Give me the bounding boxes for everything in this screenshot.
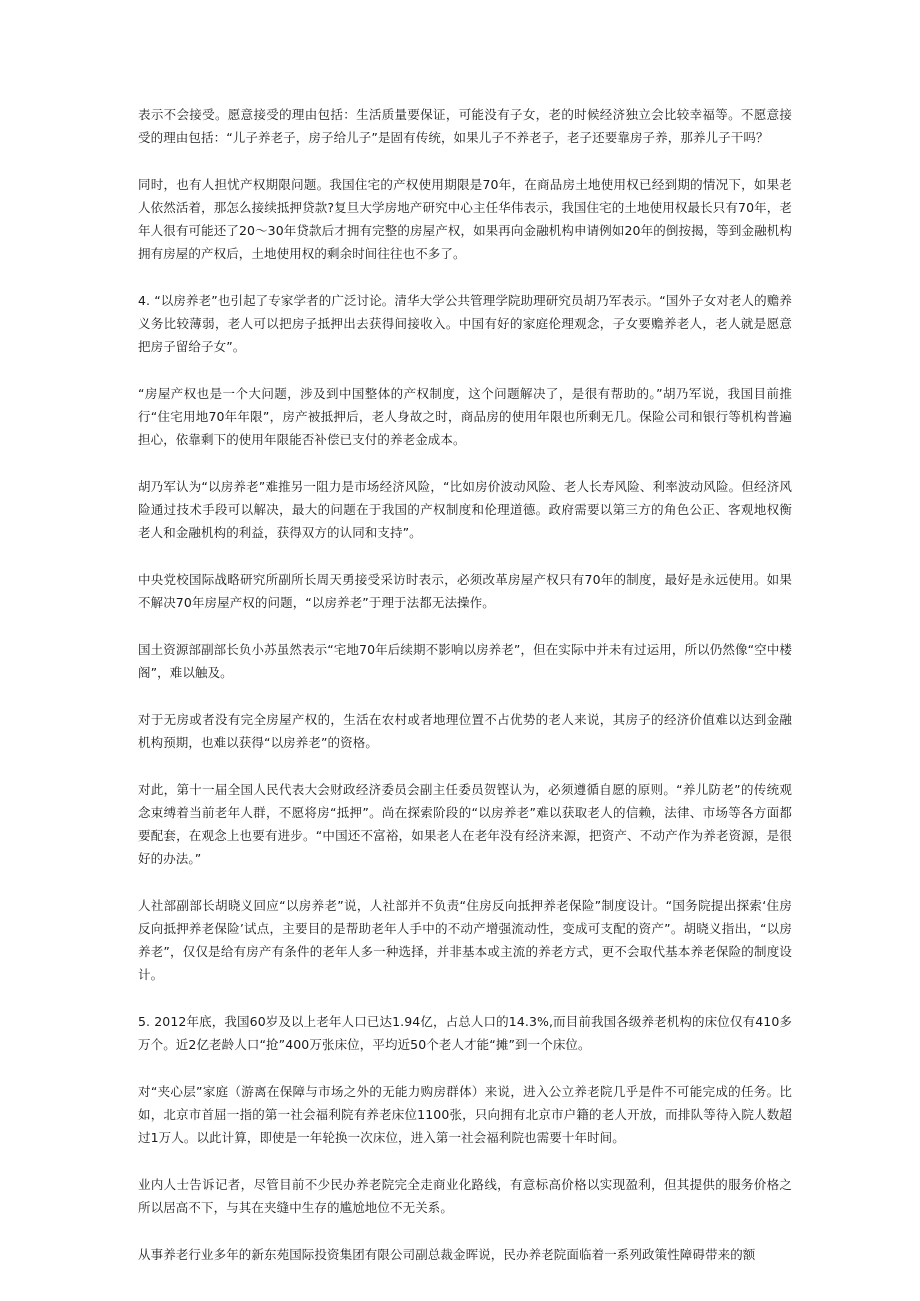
paragraph-14: 从事养老行业多年的新东苑国际投资集团有限公司副总裁金晖说，民办养老院面临着一系列政策性障碍带来的额 (138, 1247, 756, 1262)
paragraph-3: 4. “以房养老”也引起了专家学者的广泛讨论。清华大学公共管理学院助理研究员胡乃军表示。“国外子女对老人的赡养义务比较薄弱，老人可以把房子抵押出去获得间接收入。中国有好的家庭伦理观念，子女要赡养老人，老人就是愿意把房子留给子女”。 (138, 293, 792, 354)
paragraph-8: 对于无房或者没有完全房屋产权的，生活在农村或者地理位置不占优势的老人来说，其房子的经济价值难以达到金融机构预期，也难以获得“以房养老”的资格。 (138, 712, 792, 750)
paragraph-13: 业内人士告诉记者，尽管目前不少民办养老院完全走商业化路线，有意标高价格以实现盈利，但其提供的服务价格之所以居高不下，与其在夹缝中生存的尴尬地位不无关系。 (138, 1177, 792, 1215)
paragraph-4: “房屋产权也是一个大问题，涉及到中国整体的产权制度，这个问题解决了，是很有帮助的。”胡乃军说，我国目前推行“住宅用地70年年限”，房产被抵押后，老人身故之时，商品房的使用年限也所剩无几。保险公司和银行等机构普遍担心，依靠剩下的使用年限能否补偿已支付的养老金成本。 (138, 386, 792, 447)
paragraph-10: 人社部副部长胡晓义回应“以房养老”说，人社部并不负责“住房反向抵押养老保险”制度设计。“国务院提出探索‘住房反向抵押养老保险’试点，主要目的是帮助老年人手中的不动产增强流动性，变成可支配的资产”。胡晓义指出，“以房养老”，仅仅是给有房产有条件的老年人多一种选择，并非基本或主流的养老方式，更不会取代基本养老保险的制度设计。 (138, 898, 792, 982)
document-body (138, 103, 792, 1266)
paragraph-6: 中央党校国际战略研究所副所长周天勇接受采访时表示，必须改革房屋产权只有70年的制度，最好是永远使用。如果不解决70年房屋产权的问题，“以房养老”于理于法都无法操作。 (138, 572, 792, 610)
paragraph-2: 同时，也有人担忧产权期限问题。我国住宅的产权使用期限是70年，在商品房土地使用权已经到期的情况下，如果老人依然活着，那怎么接续抵押贷款?复旦大学房地产研究中心主任华伟表示，我国住宅的土地使用权最长只有70年，老年人很有可能还了20～30年贷款后才拥有完整的房屋产权，如果再向金融机构申请例如20年的倒按揭，等到金融机构拥有房屋的产权后，土地使用权的剩余时间往往也不多了。 (138, 177, 792, 261)
paragraph-11: 5. 2012年底，我国60岁及以上老年人口已达1.94亿，占总人口的14.3%,而目前我国各级养老机构的床位仅有410多万个。近2亿老龄人口“抢”400万张床位，平均近50个老人才能“摊”到一个床位。 (138, 1014, 792, 1052)
paragraph-9: 对此，第十一届全国人民代表大会财政经济委员会副主任委员贺铿认为，必须遵循自愿的原则。“养儿防老”的传统观念束缚着当前老年人群，不愿将房“抵押”。尚在探索阶段的“以房养老”难以获取老人的信赖，法律、市场等各方面都要配套，在观念上也要有进步。“中国还不富裕，如果老人在老年没有经济来源，把资产、不动产作为养老资源，是很好的办法。” (138, 782, 792, 866)
paragraph-5: 胡乃军认为“以房养老”难推另一阻力是市场经济风险，“比如房价波动风险、老人长寿风险、利率波动风险。但经济风险通过技术手段可以解决，最大的问题在于我国的产权制度和伦理道德。政府需要以第三方的角色公正、客观地权衡老人和金融机构的利益，获得双方的认同和支持”。 (138, 479, 792, 540)
paragraph-12: 对“夹心层”家庭（游离在保障与市场之外的无能力购房群体）来说，进入公立养老院几乎是件不可能完成的任务。比如，北京市首屈一指的第一社会福利院有养老床位1100张，只向拥有北京市户籍的老人开放，而排队等待入院人数超过1万人。以此计算，即使是一年轮换一次床位，进入第一社会福利院也需要十年时间。 (138, 1084, 792, 1145)
paragraph-7: 国土资源部副部长负小苏虽然表示“宅地70年后续期不影响以房养老”，但在实际中并未有过运用，所以仍然像“空中楼阁”，难以触及。 (138, 642, 792, 680)
paragraph-1: 表示不会接受。愿意接受的理由包括：生活质量要保证，可能没有子女，老的时候经济独立会比较幸福等。不愿意接受的理由包括：“儿子养老子，房子给儿子”是固有传统，如果儿子不养老子，老子还要靠房子养，那养儿子干吗？ (138, 107, 792, 145)
